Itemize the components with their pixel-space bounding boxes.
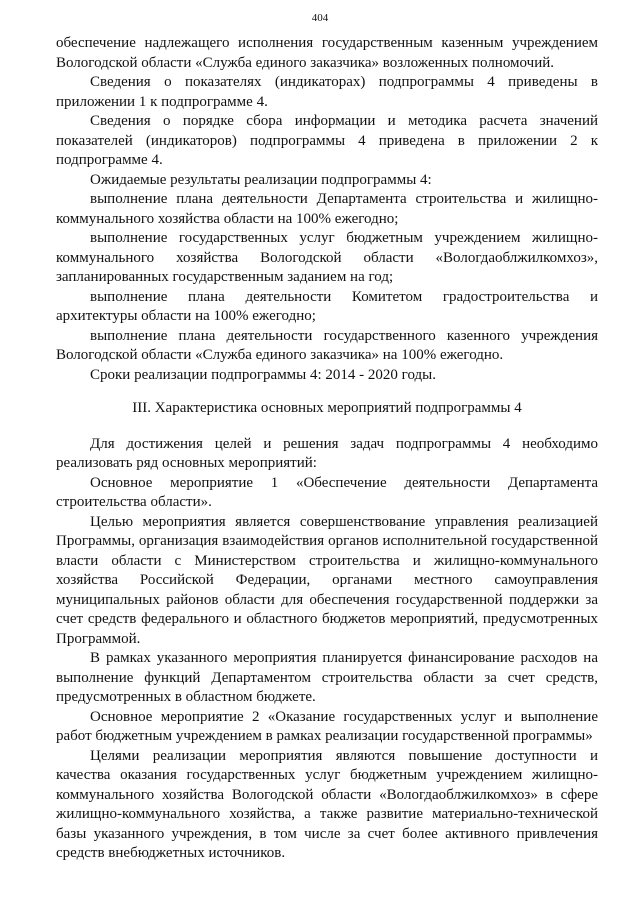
paragraph: Основное мероприятие 2 «Оказание государственных услуг и выполнение работ бюджетным учреждением в рамках реализации государственной программы»: [56, 708, 598, 744]
paragraph: Сведения о порядке сбора информации и методика расчета значений показателей (индикаторов) подпрограммы 4 приведена в приложении 2 к подпрограмме 4.: [56, 113, 598, 168]
paragraph: Целью мероприятия является совершенствование управления реализацией Программы, организация взаимодействия органов исполнительной государственной власти области с Министерством строительства и жилищно-коммунального хозяйства Российской Федерации, органами местного самоуправления муниципальных районов области для обеспечения государственной поддержки за счет средств федерального и областного бюджетов мероприятий, предусмотренных Программой.: [56, 513, 598, 647]
paragraph: Ожидаемые результаты реализации подпрограммы 4:: [90, 171, 432, 188]
paragraph: Сведения о показателях (индикаторах) подпрограммы 4 приведены в приложении 1 к подпрограмме 4.: [56, 74, 598, 110]
paragraph: обеспечение надлежащего исполнения государственным казенным учреждением Вологодской области «Служба единого заказчика» возложенных полномочий.: [56, 35, 598, 71]
section-heading: III. Характеристика основных мероприятий подпрограммы 4: [132, 400, 522, 416]
list-item: выполнение плана деятельности Департамента строительства и жилищно-коммунального хозяйства области на 100% ежегодно;: [56, 191, 598, 227]
list-item: выполнение плана деятельности Комитетом градостроительства и архитектуры области на 100% ежегодно;: [56, 288, 598, 324]
paragraph: Сроки реализации подпрограммы 4: 2014 - 2020 годы.: [90, 366, 436, 383]
document-body: [56, 34, 598, 864]
list-item: выполнение государственных услуг бюджетным учреждением жилищно-коммунального хозяйства Вологодской области «Вологдаоблжилкомхоз», запланированных государственным заданием на год;: [56, 230, 598, 285]
paragraph: В рамках указанного мероприятия планируется финансирование расходов на выполнение функций Департаментом строительства области за счет средств, предусмотренных в областном бюджете.: [56, 650, 598, 705]
page-number: 404: [311, 12, 329, 24]
paragraph: Для достижения целей и решения задач подпрограммы 4 необходимо реализовать ряд основных мероприятий:: [56, 435, 598, 471]
paragraph: Основное мероприятие 1 «Обеспечение деятельности Департамента строительства области».: [56, 474, 598, 510]
list-item: выполнение плана деятельности государственного казенного учреждения Вологодской области «Служба единого заказчика» на 100% ежегодно.: [56, 327, 598, 363]
paragraph: Целями реализации мероприятия являются повышение доступности и качества оказания государственных услуг бюджетным учреждением жилищно-коммунального хозяйства Вологодской области «Вологдаоблжилкомхоз» в сфере жилищно-коммунального хозяйства, а также развитие материально-технической базы указанного учреждения, в том числе за счет более активного привлечения средств внебюджетных источников.: [56, 747, 598, 861]
